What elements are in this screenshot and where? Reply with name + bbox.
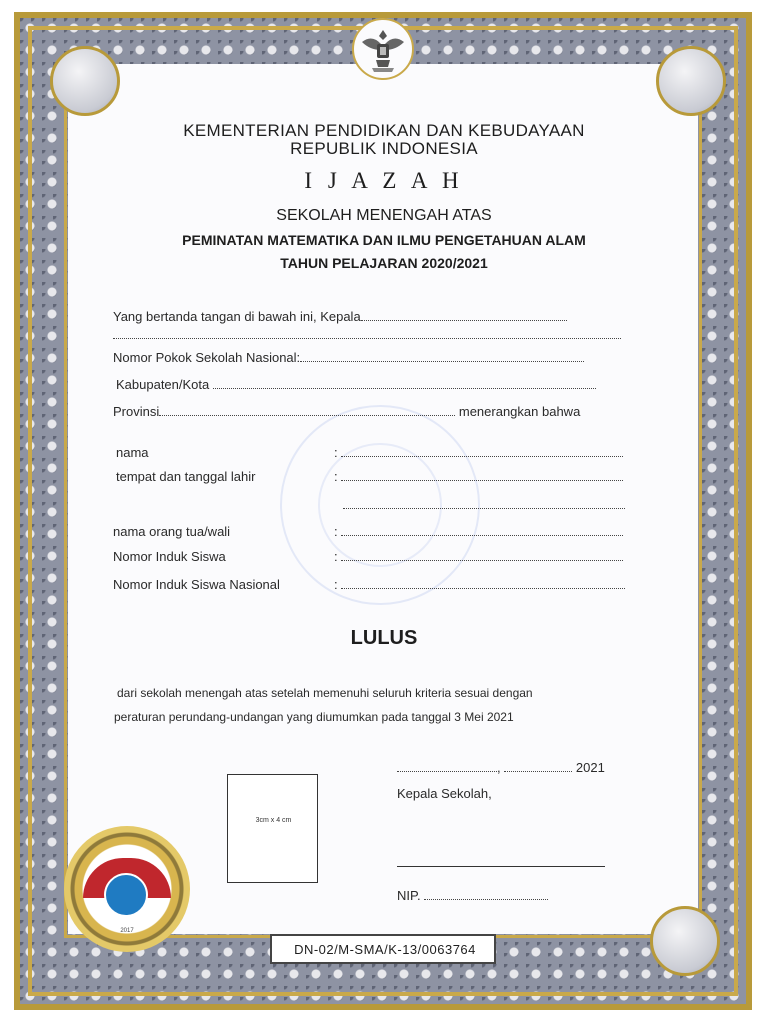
- certifies-text: menerangkan bahwa: [458, 404, 581, 419]
- fill-in-dots: [341, 445, 623, 457]
- signature-line: [397, 866, 605, 867]
- major-program: PEMINATAN MATEMATIKA DAN ILMU PENGETAHUAN ALAM: [182, 232, 586, 248]
- regency-label: Kabupaten/Kota: [116, 377, 210, 392]
- field-value-nisn: [334, 577, 625, 592]
- principal-title: Kepala Sekolah,: [397, 786, 492, 801]
- field-label-nis: Nomor Induk Siswa: [113, 549, 226, 564]
- corner-medallion-top-left: [50, 46, 120, 116]
- fill-in-dots: [159, 404, 455, 416]
- ministry-name-line2: REPUBLIK INDONESIA: [290, 139, 478, 158]
- certificate-title: I J A Z A H: [304, 168, 464, 193]
- field-label-name: nama: [116, 445, 149, 460]
- tut-wuri-handayani-logo-icon: [104, 873, 148, 917]
- photo-size-label: 3cm x 4 cm: [255, 817, 292, 824]
- intro-continuation: [113, 326, 621, 344]
- nip-line: [397, 888, 548, 903]
- fill-in-dots: [213, 377, 596, 389]
- field-value-birth: [334, 469, 623, 484]
- npsn-label: Nomor Pokok Sekolah Nasional:: [113, 350, 301, 365]
- field-value-parent: [334, 524, 623, 539]
- graduation-result: LULUS: [350, 627, 418, 649]
- description-line1: dari sekolah menengah atas setelah memenuhi seluruh kriteria sesuai dengan: [117, 686, 533, 700]
- school-level: SEKOLAH MENENGAH ATAS: [276, 207, 492, 224]
- fill-in-dots: [343, 497, 625, 509]
- date-comma: ,: [497, 760, 501, 775]
- field-value-nis: [334, 549, 623, 564]
- field-colon: :: [334, 445, 338, 460]
- signature-year: 2021: [575, 760, 605, 775]
- seal-year: 2017: [120, 928, 134, 934]
- serial-prefix: DN-02/M-SMA/K-13/: [294, 942, 422, 957]
- fill-in-dots: [341, 549, 623, 561]
- description-line2: peraturan perundang-undangan yang diumumkan pada tanggal 3 Mei 2021: [114, 710, 514, 724]
- field-colon: :: [334, 469, 338, 484]
- garuda-emblem-icon: [352, 18, 414, 80]
- field-label-nisn: Nomor Induk Siswa Nasional: [113, 577, 280, 592]
- province-label: Provinsi: [113, 404, 160, 419]
- regency-line: [116, 377, 596, 392]
- fill-in-dots: [361, 309, 567, 321]
- intro-line-text: Yang bertanda tangan di bawah ini, Kepala: [113, 309, 361, 324]
- field-label-parent: nama orang tua/wali: [113, 524, 231, 539]
- corner-medallion-bottom-right: [650, 906, 720, 976]
- fill-in-dots: [300, 350, 584, 362]
- photo-placeholder-box: [227, 774, 318, 883]
- fill-in-dots: [341, 577, 625, 589]
- fill-in-dots: [504, 760, 572, 772]
- serial-value: 0063764: [421, 942, 476, 957]
- academic-year: TAHUN PELAJARAN 2020/2021: [280, 255, 488, 271]
- field-label-birth: tempat dan tanggal lahir: [116, 469, 256, 484]
- field-colon: :: [334, 549, 338, 564]
- fill-in-dots: [341, 469, 623, 481]
- fill-in-dots: [424, 888, 548, 900]
- fill-in-dots: [341, 524, 623, 536]
- province-line: [113, 404, 580, 419]
- nip-label: NIP.: [397, 888, 421, 903]
- fill-in-dots: [397, 760, 497, 772]
- field-value-name: [334, 445, 623, 460]
- ministry-name-line1: KEMENTERIAN PENDIDIKAN DAN KEBUDAYAAN: [183, 121, 585, 140]
- corner-medallion-top-right: [656, 46, 726, 116]
- fill-in-dots: [113, 327, 621, 339]
- signature-date-line: [397, 760, 605, 775]
- npsn-line: [113, 350, 584, 365]
- serial-number: [272, 942, 498, 957]
- field-colon: :: [334, 524, 338, 539]
- serial-number-box: [270, 934, 496, 964]
- field-colon: :: [334, 577, 338, 592]
- field-value-birth-line2: [343, 496, 625, 514]
- intro-line: [113, 309, 567, 324]
